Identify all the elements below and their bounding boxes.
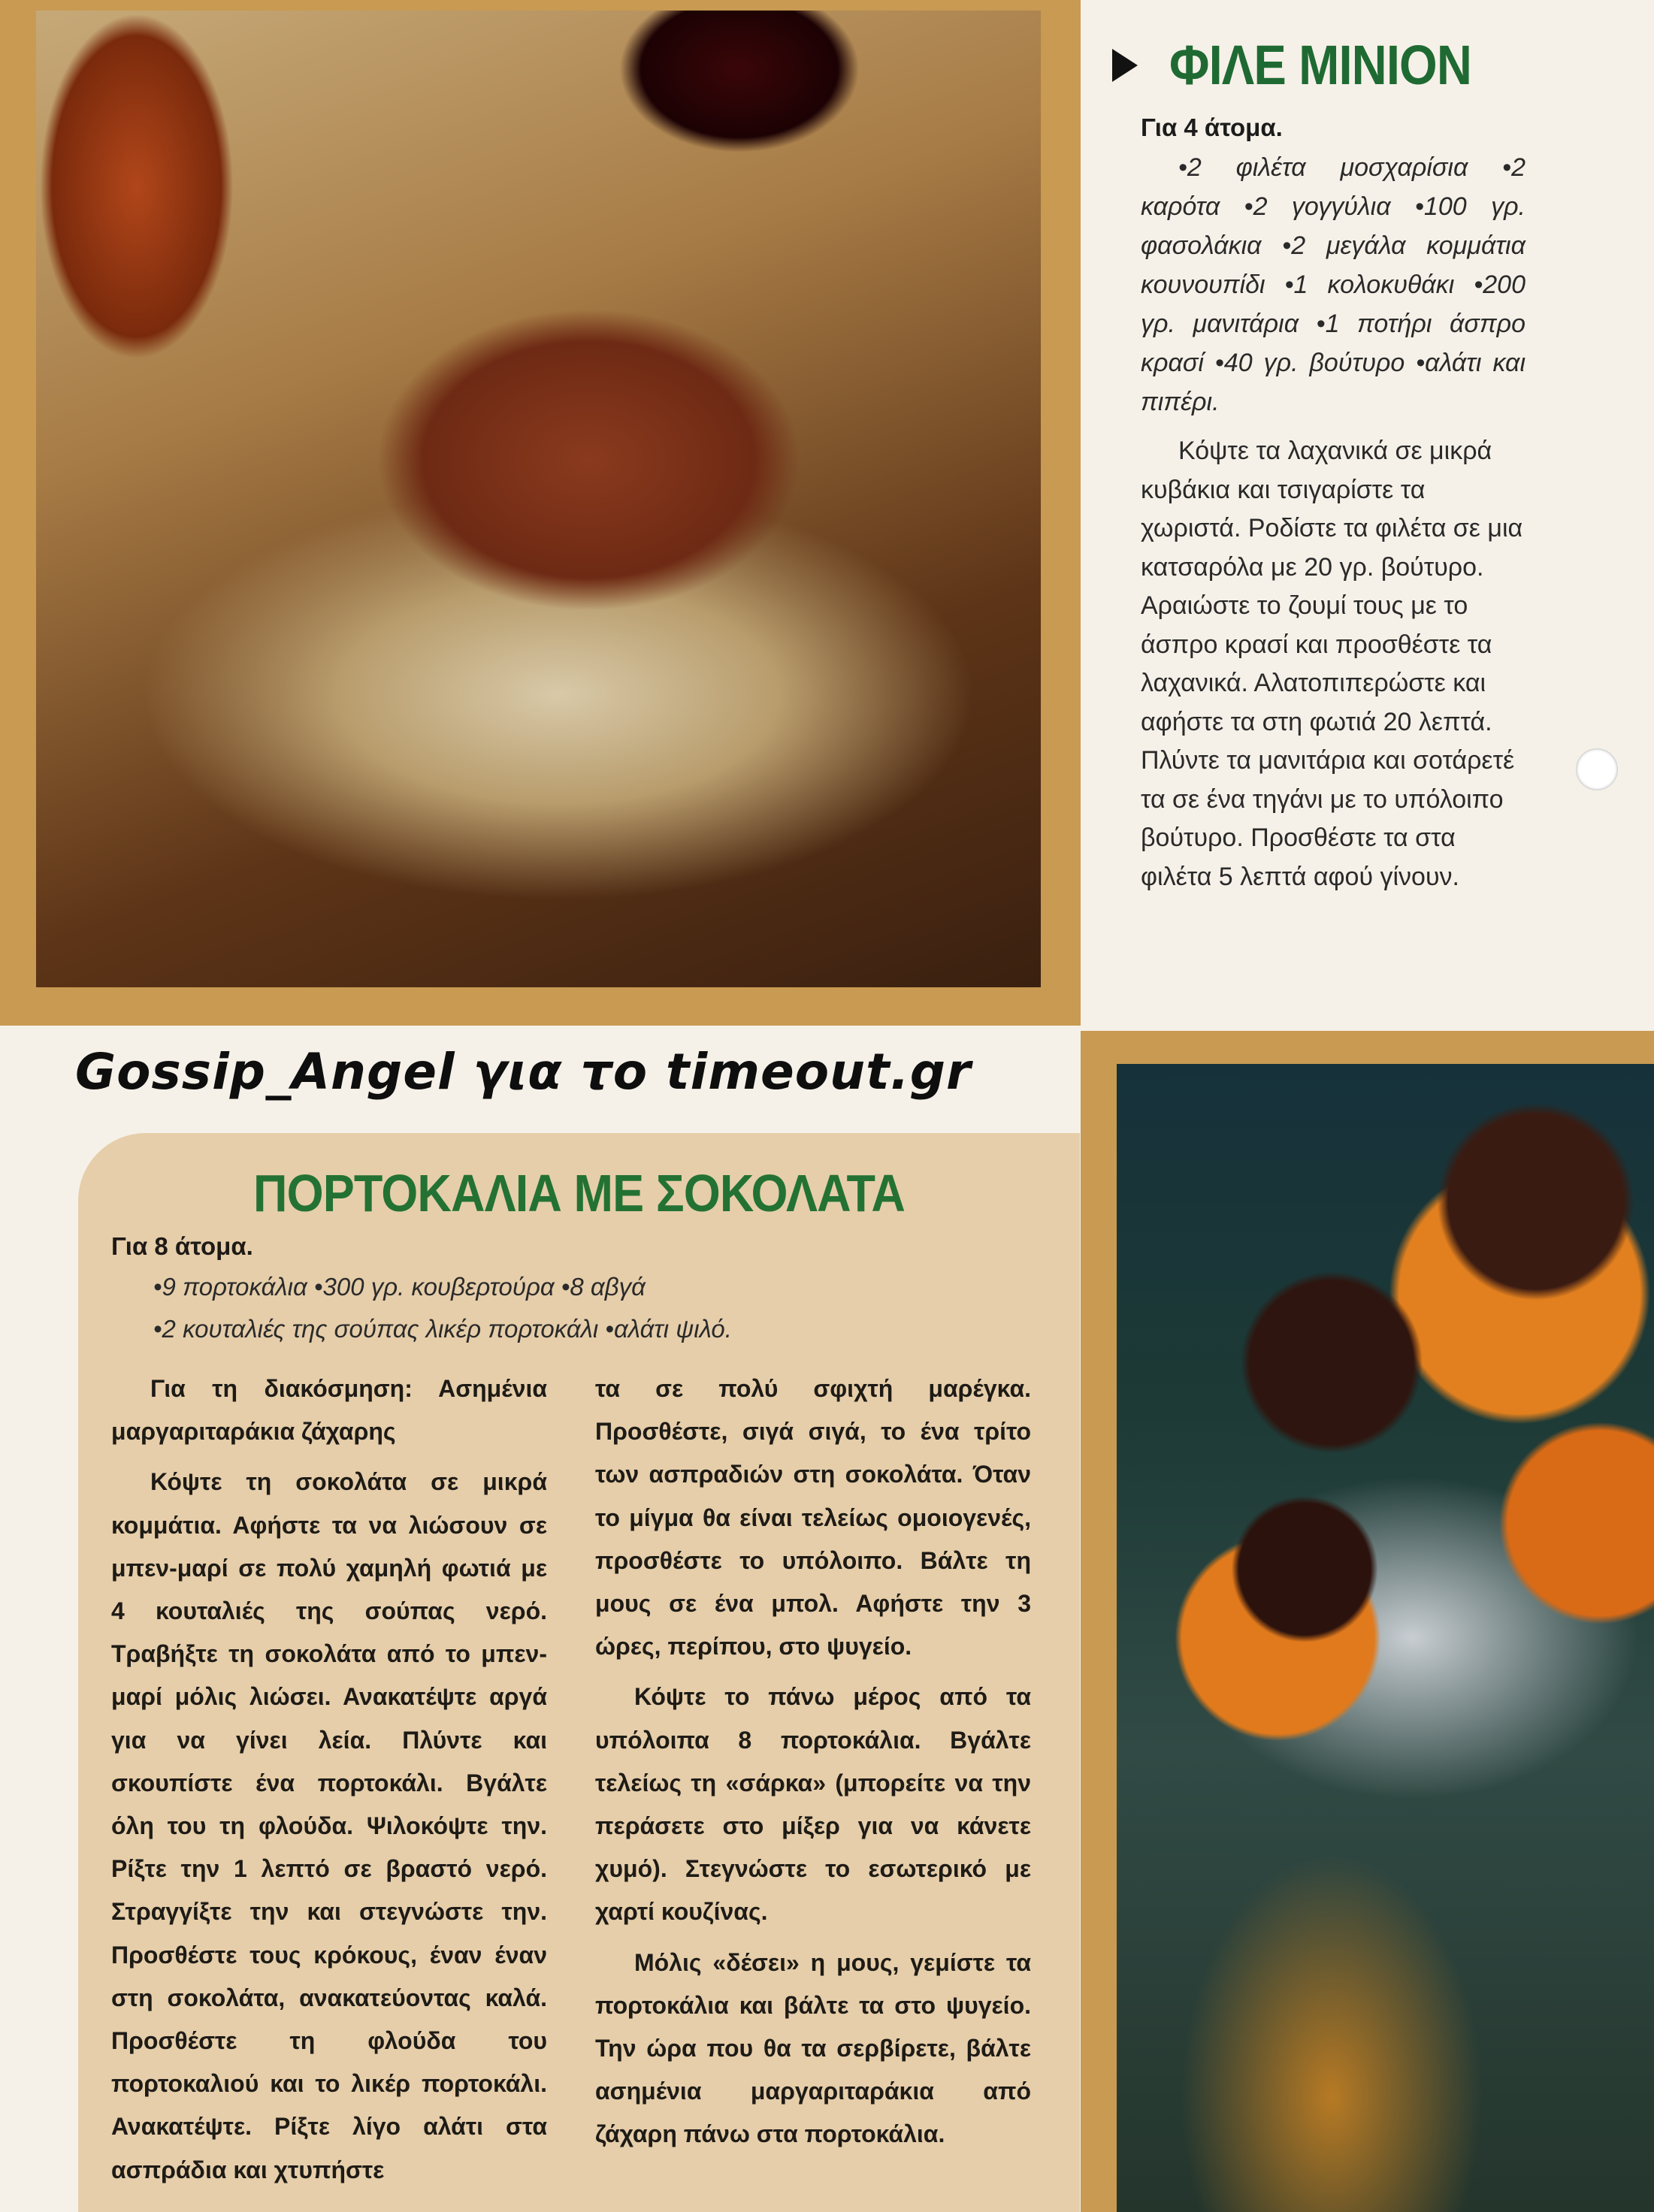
recipe2-decoration-note: Για τη διακόσμηση: Ασημένια μαργαριταράκια ζάχαρης (111, 1375, 547, 1446)
photo-frame-oranges (1081, 1031, 1654, 2212)
recipe2-method-part2: τα σε πολύ σφιχτή μαρέγκα. Προσθέστε, σιγά σιγά, το ένα τρίτο των ασπραδιών στη σοκολάτα. Όταν το μίγμα θα είναι τελείως ομοιογενές, προσθέστε το υπόλοιπο. Βάλτε τη μους σε ένα μπολ. Αφήστε την 3 ώρες, περίπου, στο ψυγείο. (595, 1375, 1031, 1661)
photo-frame-fillet (0, 0, 1081, 1026)
recipe2-ingredients-line1: •9 πορτοκάλια •300 γρ. κουβερτούρα •8 αβγά (153, 1273, 646, 1301)
recipe2-servings: Για 8 άτομα. (111, 1232, 253, 1260)
punch-hole (1576, 748, 1618, 790)
recipe1-title: ΦΙΛΕ ΜΙΝΙΟΝ (1169, 34, 1471, 96)
recipe2-method-part1: Κόψτε τη σοκολάτα σε μικρά κομμάτια. Αφήστε τα να λιώσουν σε μπεν-μαρί σε πολύ χαμηλή φωτιά με 4 κουταλιές της σούπας νερό. Τραβήξτε τη σοκολάτα από το μπεν-μαρί μόλις λιώσει. Ανακατέψτε αργά για να γίνει λεία. Πλύντε και σκουπίστε ένα πορτοκάλι. Βγάλτε όλη του τη φλούδα. Ψιλοκόψτε την. Ρίξτε την 1 λεπτό σε βραστό νερό. Στραγγίξτε την και στεγνώστε την. Προσθέστε τους κρόκους, έναν έναν στη σοκολάτα, ανακατεύοντας καλά. Προσθέστε τη φλούδα του πορτοκαλιού και το λικέρ πορτοκάλι. Ανακατέψτε. Ρίξτε λίγο αλάτι στα ασπράδια και χτυπήστε (111, 1468, 547, 2183)
recipe1-ingredients: •2 φιλέτα μοσχαρίσια •2 καρότα •2 γογγύλια •100 γρ. φασολάκια •2 μεγάλα κομμάτια κουνουπίδι •1 κολοκυθάκι •200 γρ. μανιτάρια •1 ποτήρι άσπρο κρασί •40 γρ. βούτυρο •αλάτι και πιπέρι. (1141, 153, 1525, 416)
recipe2-method-part3: Κόψτε το πάνω μέρος από τα υπόλοιπα 8 πορτοκάλια. Βγάλτε τελείως τη «σάρκα» (μπορείτε να την περάσετε στο μίξερ για να κάνετε χυμό). Στεγνώστε το εσωτερικό με χαρτί κουζίνας. (595, 1683, 1031, 1926)
recipe2-column-left (111, 1367, 547, 2199)
recipe1-method: Κόψτε τα λαχανικά σε μικρά κυβάκια και τσιγαρίστε τα χωριστά. Ροδίστε τα φιλέτα σε μια κατσαρόλα με 20 γρ. βούτυρο. Αραιώστε το ζουμί τους με το άσπρο κρασί και προσθέστε τα λαχανικά. Αλατοπιπερώστε και αφήστε τα στη φωτιά 20 λεπτά. Πλύντε τα μανιτάρια και σοτάρετέ τα σε ένα τηγάνι με το υπόλοιπο βούτυρο. Προσθέστε τα στα φιλέτα 5 λεπτά αφού γίνουν. (1141, 437, 1523, 891)
recipe-orange-chocolate-box (78, 1133, 1080, 2212)
recipe1-servings: Για 4 άτομα. (1141, 113, 1283, 141)
recipe1-title-row (1112, 33, 1525, 97)
recipe2-ingredients-line2: •2 κουταλιές της σούπας λικέρ πορτοκάλι •αλάτι ψιλό. (153, 1315, 732, 1343)
recipe2-title: ΠΟΡΤΟΚΑΛΙΑ ΜΕ ΣΟΚΟΛΑΤΑ (253, 1164, 905, 1222)
recipe2-column-right (595, 1367, 1031, 2164)
chocolate-oranges-photo (1117, 1064, 1654, 2212)
recipe2-method-part4: Μόλις «δέσει» η μους, γεμίστε τα πορτοκάλια και βάλτε τα στο ψυγείο. Την ώρα που θα τα σερβίρετε, βάλτε ασημένια μαργαριταράκια από ζάχαρη πάνω στα πορτοκάλια. (595, 1948, 1031, 2148)
watermark-text: Gossip_Angel για το timeout.gr (75, 1043, 972, 1101)
recipe-fillet-mignon (1105, 33, 1525, 896)
fillet-mignon-photo (36, 11, 1041, 987)
arrow-marker-icon (1112, 49, 1138, 82)
